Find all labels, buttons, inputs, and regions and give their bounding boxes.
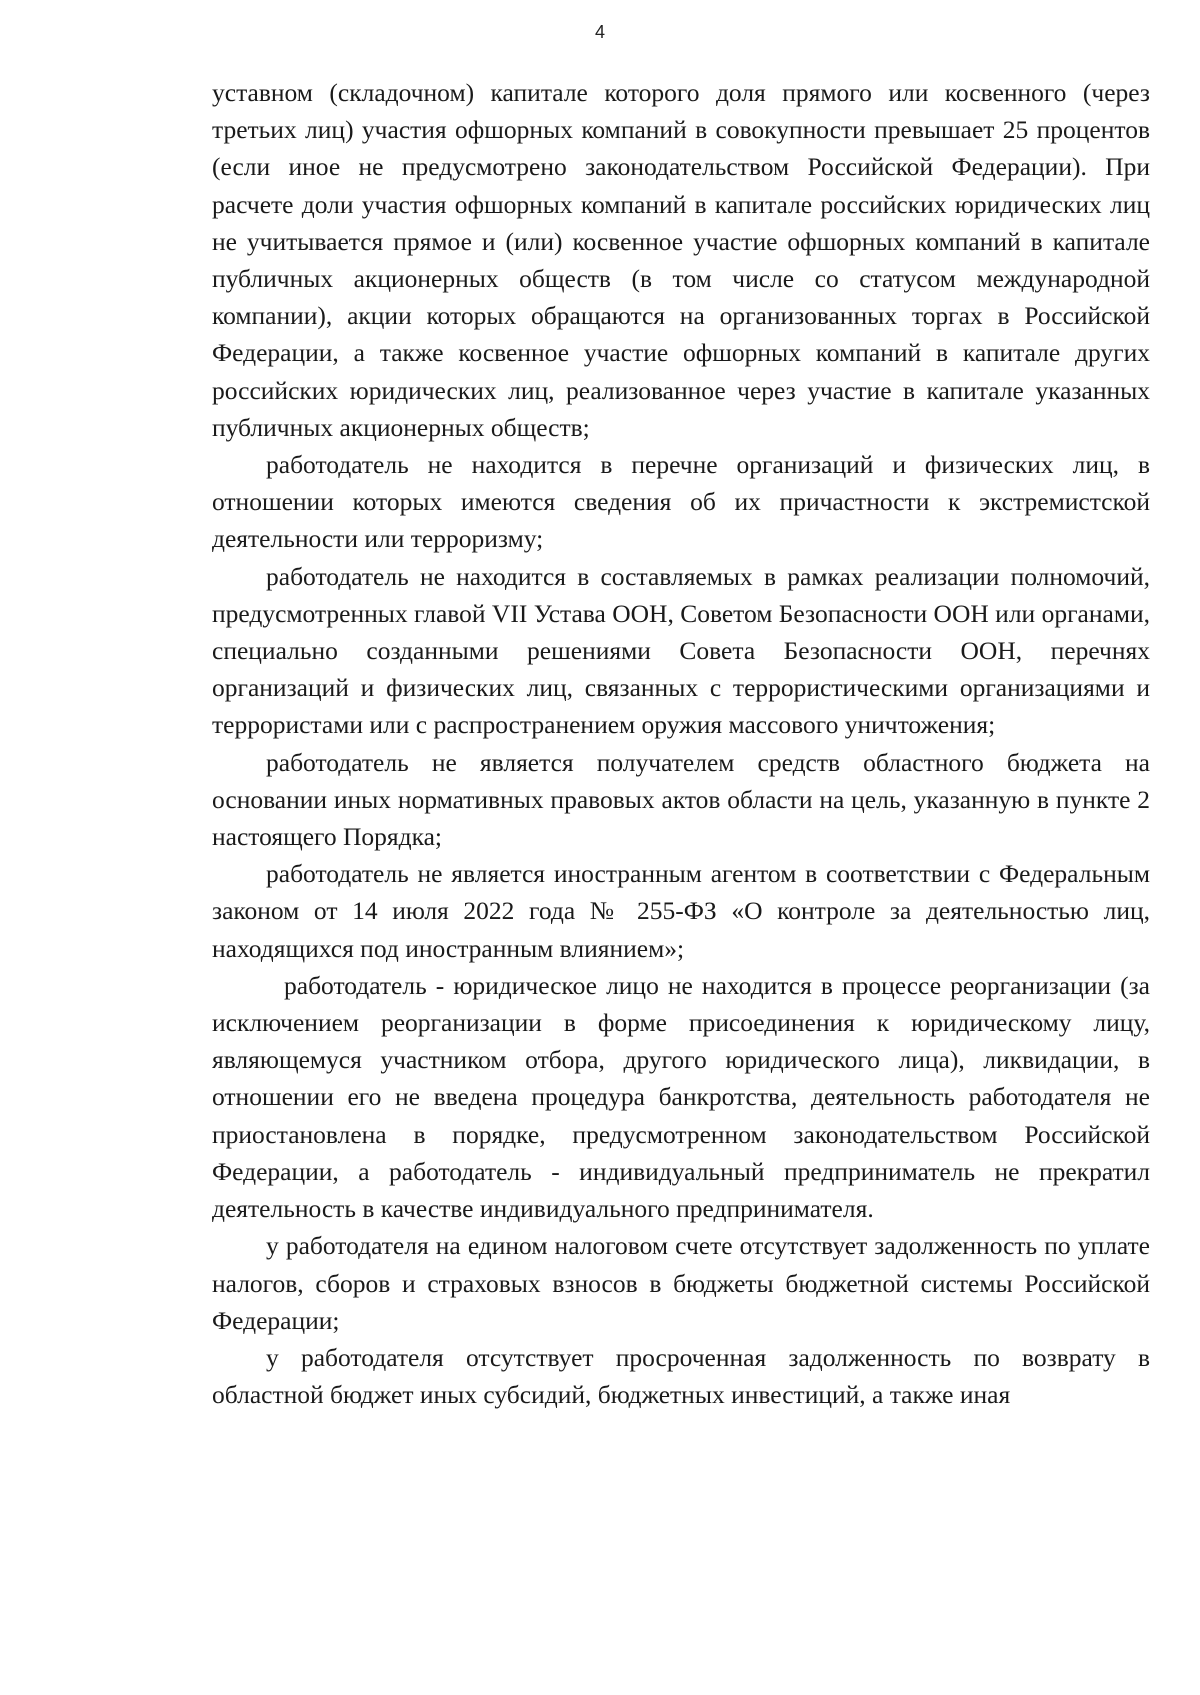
paragraph-tax-debt: у работодателя на едином налоговом счете отсутствует задолженность по уплате налогов, сборов и страховых взносов в бюджеты бюджетной системы Российской Федерации; bbox=[212, 1231, 1150, 1335]
paragraph-reorganization: работодатель - юридическое лицо не находится в процессе реорганизации (за исключением реорганизации в форме присоединения к юридическому лицу, являющемуся участником отбора, другого юридического лица), ликвидации, в отношении его не введена процедура банкротства, деятельность работодателя не приостановлена в порядке, предусмотренном законодательством Российской Федерации, а работодатель - индивидуальный предприниматель не прекратил деятельность в качестве индивидуального предпринимателя. bbox=[212, 970, 1150, 1224]
paragraph-budget-recipient: работодатель не является получателем средств областного бюджета на основании иных нормативных правовых актов области на цель, указанную в пункте 2 настоящего Порядка; bbox=[212, 747, 1150, 852]
paragraph-overdue-debt: у работодателя отсутствует просроченная задолженность по возврату в областной бюджет иных субсидий, бюджетных инвестиций, а также иная bbox=[212, 1342, 1150, 1410]
document-body bbox=[212, 74, 1150, 1413]
paragraph-foreign-agent: работодатель не является иностранным агентом в соответствии с Федеральным законом от 14 июля 2022 года № 255-ФЗ «О контроле за деятельностью лиц, находящихся под иностранным влиянием»; bbox=[212, 859, 1150, 963]
paragraph-un-sanctions-list: работодатель не находится в составляемых в рамках реализации полномочий, предусмотренных главой VII Устава ООН, Советом Безопасности ООН или органами, специально созданными решениями Совета Безопасности ООН, перечнях организаций и физических лиц, связанных с террористическими организациями и террористами или с распространением оружия массового уничтожения; bbox=[212, 561, 1150, 740]
page-number: 4 bbox=[594, 22, 605, 42]
paragraph-offshore-share: уставном (складочном) капитале которого доля прямого или косвенного (через третьих лиц) участия офшорных компаний в совокупности превышает 25 процентов (если иное не предусмотрено законодательством Российской Федерации). При расчете доли участия офшорных компаний в капитале российских юридических лиц не учитывается прямое и (или) косвенное участие офшорных компаний в капитале публичных акционерных обществ (в том числе со статусом международной компании), акции которых обращаются на организованных торгах в Российской Федерации, а также косвенное участие офшорных компаний в капитале других российских юридических лиц, реализованное через участие в капитале указанных публичных акционерных обществ; bbox=[212, 78, 1150, 442]
paragraph-extremism-list: работодатель не находится в перечне организаций и физических лиц, в отношении которых имеются сведения об их причастности к экстремистской деятельности или терроризму; bbox=[212, 450, 1150, 554]
